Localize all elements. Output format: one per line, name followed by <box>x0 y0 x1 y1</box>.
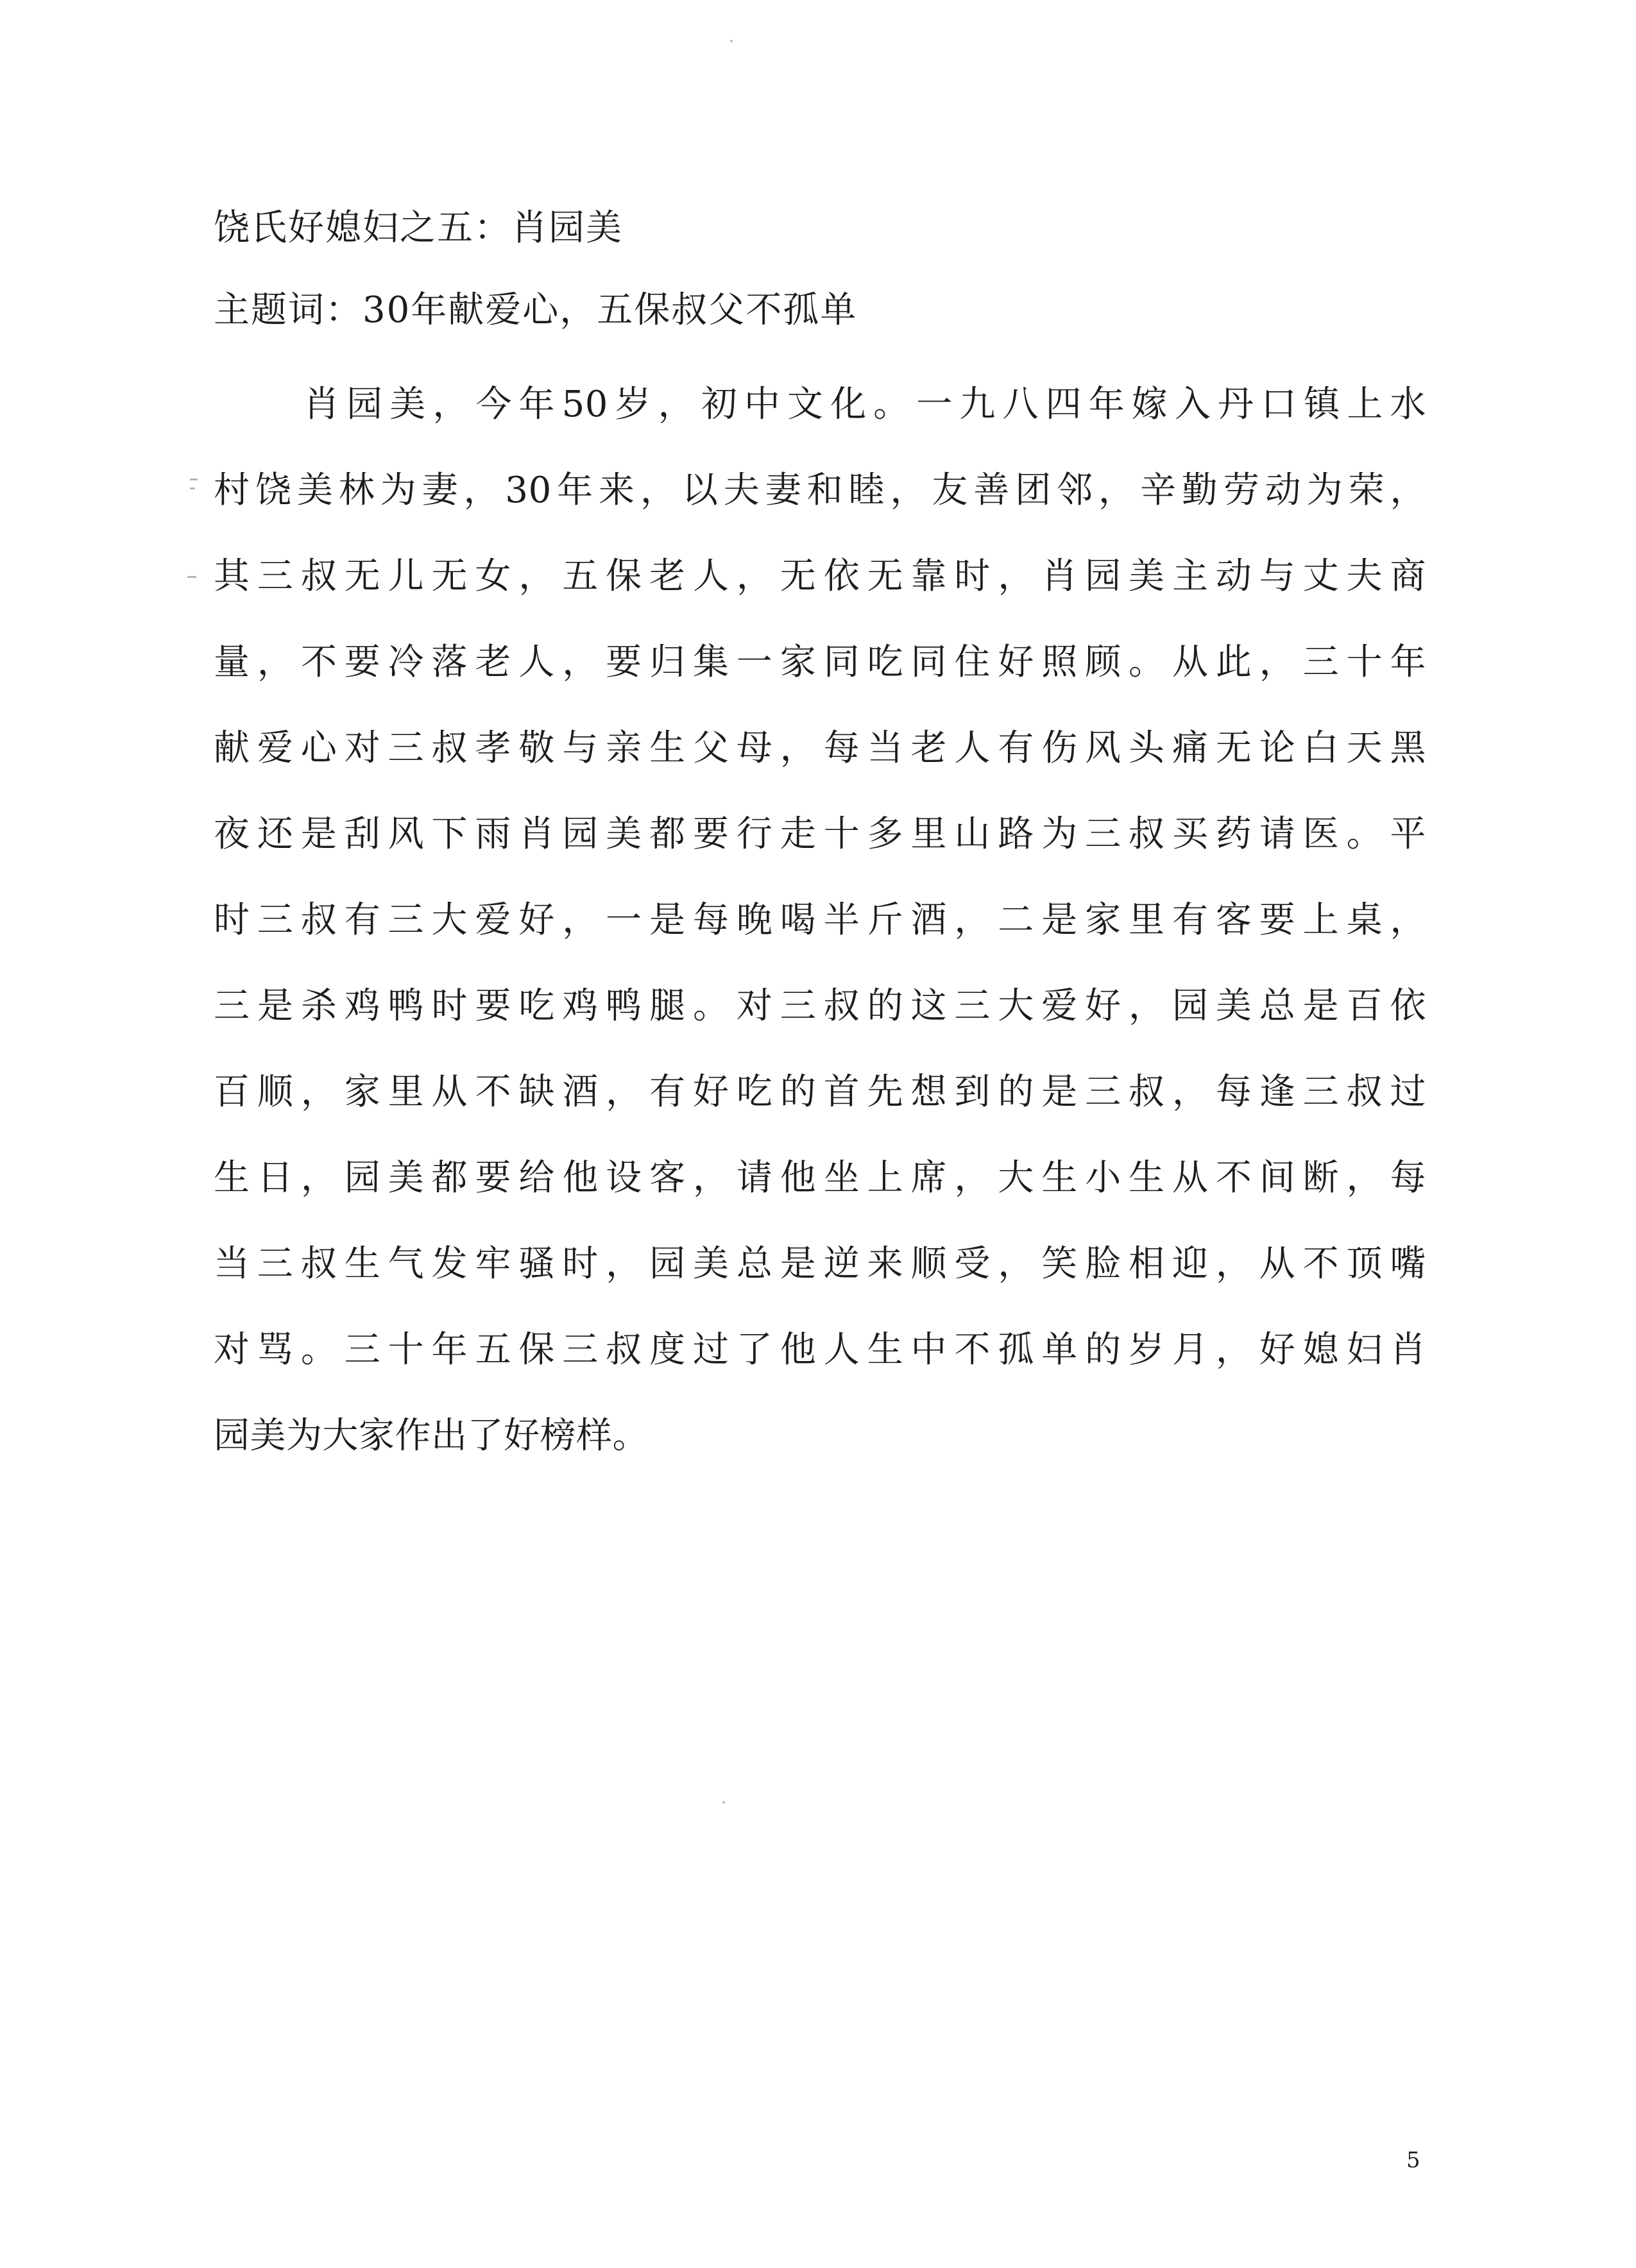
body-line-13: 园美为大家作出了好榜样。 <box>214 1415 649 1457</box>
body-line-11: 当三叔生气发牢骚时，园美总是逆来顺受，笑脸相迎，从不顶嘴 <box>214 1243 1426 1285</box>
scan-speck <box>722 1801 725 1804</box>
body-line-9: 百顺，家里从不缺酒，有好吃的首先想到的是三叔，每逢三叔过 <box>214 1071 1426 1113</box>
body-line-5: 献爱心对三叔孝敬与亲生父母，每当老人有伤风头痛无论白天黑 <box>214 727 1426 769</box>
body-line-2: 村饶美林为妻，30年来，以夫妻和睦，友善团邻，辛勤劳动为荣， <box>214 470 1426 511</box>
document-title: 饶氏好媳妇之五：肖园美 <box>214 207 623 249</box>
body-line-1: 肖园美，今年50岁，初中文化。一九八四年嫁入丹口镇上水 <box>303 384 1426 425</box>
body-line-6: 夜还是刮风下雨肖园美都要行走十多里山路为三叔买药请医。平 <box>214 813 1426 855</box>
body-line-10: 生日，园美都要给他设客，请他坐上席，大生小生从不间断，每 <box>214 1157 1426 1199</box>
scan-mark <box>187 576 196 578</box>
body-paragraph <box>214 362 1426 1479</box>
document-subtitle: 主题词：30年献爱心，五保叔父不孤单 <box>214 289 858 331</box>
body-line-4: 量，不要冷落老人，要归集一家同吃同住好照顾。从此，三十年 <box>214 641 1426 683</box>
scan-mark <box>190 487 195 489</box>
scan-speck <box>730 40 733 42</box>
page-number: 5 <box>1406 2147 1420 2173</box>
body-line-8: 三是杀鸡鸭时要吃鸡鸭腿。对三叔的这三大爱好，园美总是百依 <box>214 985 1426 1027</box>
body-line-7: 时三叔有三大爱好，一是每晚喝半斤酒，二是家里有客要上桌， <box>214 899 1426 941</box>
body-line-3: 其三叔无儿无女，五保老人，无依无靠时，肖园美主动与丈夫商 <box>214 555 1426 597</box>
scan-mark <box>190 478 198 480</box>
body-line-12: 对骂。三十年五保三叔度过了他人生中不孤单的岁月，好媳妇肖 <box>214 1329 1426 1371</box>
